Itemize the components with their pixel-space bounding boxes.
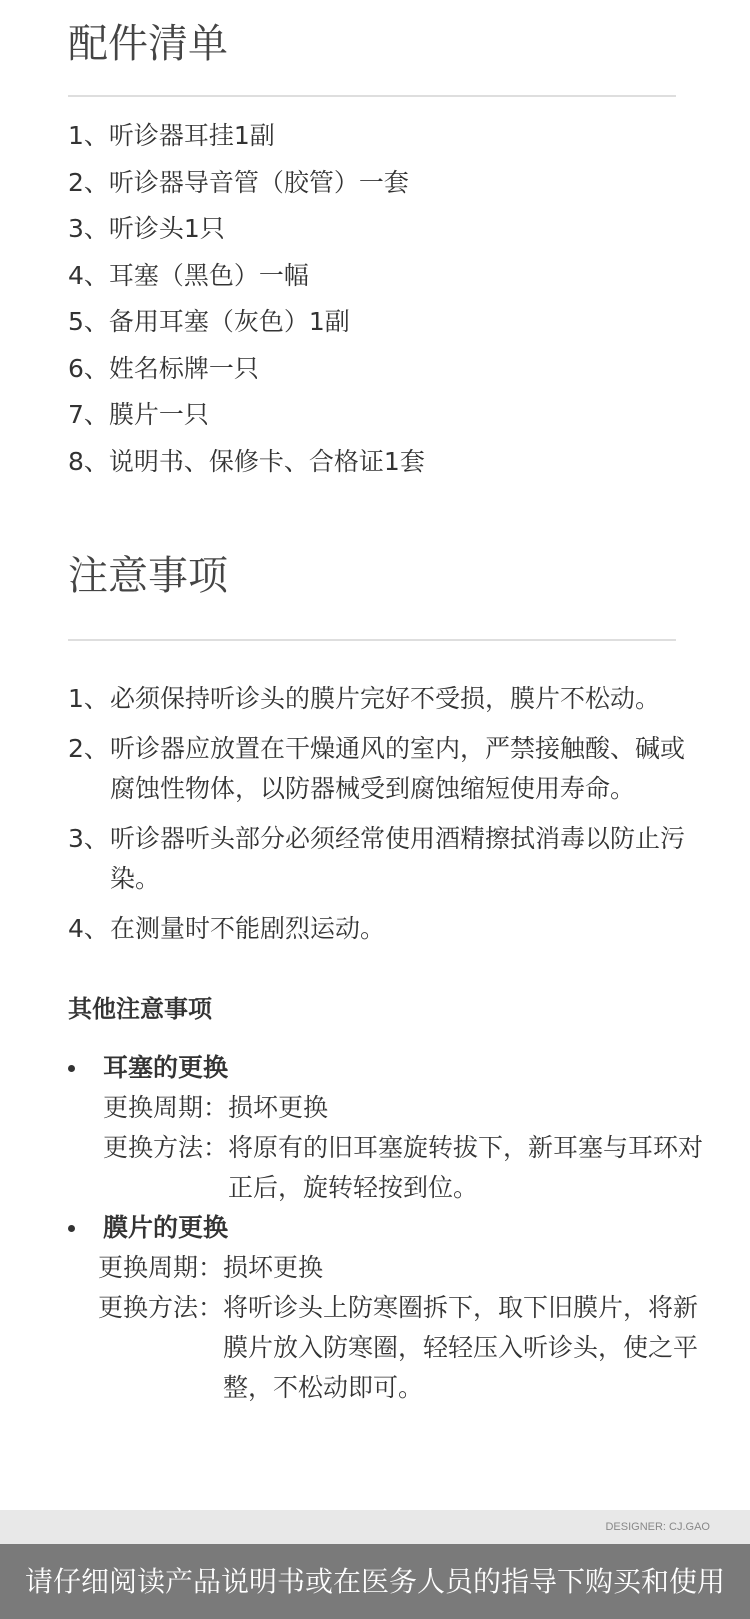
diaphragm-period-row <box>68 1248 708 1288</box>
list-item: 3、听诊头1只 <box>68 214 225 243</box>
list-item: 4、耳塞（黑色）一幅 <box>68 260 309 290</box>
footer-notice: 请仔细阅读产品说明书或在医务人员的指导下购买和使用 <box>24 1565 725 1598</box>
note-text: 必须保持听诊头的膜片完好不受损，膜片不松动。 <box>110 684 661 713</box>
list-item: 2、听诊器导音管（胶管）一套 <box>68 167 409 197</box>
list-item <box>68 729 698 809</box>
note-text: 听诊器听头部分必须经常使用酒精擦拭消毒以防止污染。 <box>110 824 686 893</box>
bullet-icon <box>68 1225 75 1232</box>
list-item: 7、膜片一只 <box>68 400 209 429</box>
method-value: 将原有的旧耳塞旋转拔下，新耳塞与耳环对正后，旋转轻按到位。 <box>228 1133 704 1202</box>
note-number: 4、 <box>68 914 109 943</box>
diaphragm-replacement <box>68 1208 708 1408</box>
notes-list <box>68 679 698 959</box>
list-item <box>68 819 698 899</box>
earplug-method-row <box>68 1128 708 1208</box>
method-key: 更换方法： <box>98 1293 224 1322</box>
list-item: 1、听诊器耳挂1副 <box>68 121 275 150</box>
notes-title: 注意事项 <box>68 553 228 599</box>
footer-notice-bar <box>0 1544 750 1619</box>
list-item: 6、姓名标牌一只 <box>68 353 259 383</box>
designer-strip <box>0 1510 750 1544</box>
accessories-list <box>68 113 425 485</box>
note-number: 2、 <box>68 734 109 763</box>
period-key: 更换周期： <box>103 1093 229 1122</box>
bullet-icon <box>68 1065 75 1072</box>
earplug-period-row <box>68 1088 708 1128</box>
note-text: 听诊器应放置在干燥通风的室内，严禁接触酸、碱或腐蚀性物体，以防器械受到腐蚀缩短使用寿命。 <box>110 734 686 803</box>
earplug-heading <box>68 1048 708 1088</box>
list-item: 8、说明书、保修卡、合格证1套 <box>68 446 425 476</box>
other-notes-title: 其他注意事项 <box>68 995 212 1023</box>
earplug-replacement <box>68 1048 708 1208</box>
diaphragm-label: 膜片的更换 <box>103 1213 229 1242</box>
period-value: 损坏更换 <box>223 1253 324 1282</box>
list-item: 5、备用耳塞（灰色）1副 <box>68 307 350 336</box>
note-number: 1、 <box>68 684 109 713</box>
notes-divider <box>68 639 676 641</box>
accessories-title: 配件清单 <box>68 21 228 67</box>
diaphragm-heading <box>68 1208 708 1248</box>
method-key: 更换方法： <box>103 1133 229 1162</box>
note-number: 3、 <box>68 824 109 853</box>
list-item <box>68 679 698 719</box>
accessories-divider <box>68 95 676 97</box>
designer-credit: DESIGNER: CJ.GAO <box>605 1521 710 1533</box>
list-item <box>68 909 698 949</box>
diaphragm-method-row <box>68 1288 708 1408</box>
period-key: 更换周期： <box>98 1253 224 1282</box>
earplug-label: 耳塞的更换 <box>103 1053 229 1082</box>
period-value: 损坏更换 <box>228 1093 329 1122</box>
note-text: 在测量时不能剧烈运动。 <box>110 914 386 943</box>
method-value: 将听诊头上防寒圈拆下，取下旧膜片，将新膜片放入防寒圈，轻轻压入听诊头，使之平整，不松动即可。 <box>223 1293 699 1402</box>
